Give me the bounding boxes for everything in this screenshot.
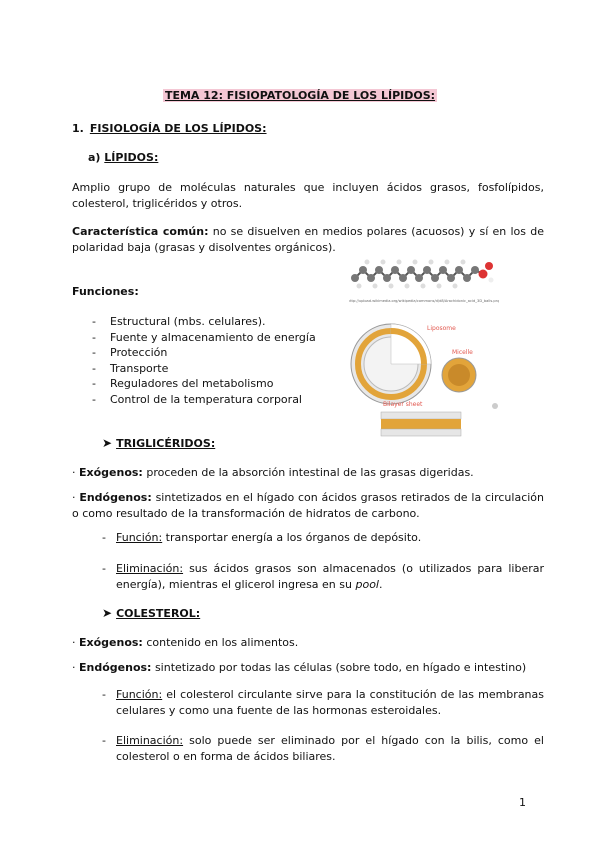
endogenos-label: Endógenos: bbox=[79, 661, 152, 674]
trigliceridos-eliminacion bbox=[102, 561, 544, 593]
trigliceridos-label: TRIGLICÉRIDOS: bbox=[116, 437, 216, 450]
dash-marker: - bbox=[102, 688, 106, 701]
bullet: · bbox=[72, 491, 76, 504]
page-title-text: TEMA 12: FISIOPATOLOGÍA DE LOS LÍPIDOS: bbox=[164, 89, 436, 102]
funcion-text: el colesterol circulante sirve para la constitución de las membranas celulares y como una fuente de las hormonas esteroidales. bbox=[116, 688, 544, 717]
caracteristica-text: no se disuelven en medios polares (acuosos) y sí en los de polaridad baja (grasas y disolventes orgánicos). bbox=[72, 225, 544, 254]
arrow-icon: ➤ bbox=[102, 436, 113, 450]
dash-marker: - bbox=[102, 562, 106, 575]
funciones-list bbox=[92, 314, 316, 407]
exogenos-text: contenido en los alimentos. bbox=[142, 636, 299, 649]
list-item: - Fuente y almacenamiento de energía bbox=[92, 330, 316, 346]
micelle-label: Micelle bbox=[452, 349, 473, 356]
eliminacion-paragraph bbox=[116, 733, 544, 765]
liposome-diagram bbox=[351, 324, 431, 404]
list-item: - Transporte bbox=[92, 361, 316, 377]
caracteristica-label: Característica común: bbox=[72, 225, 209, 238]
subsection-heading bbox=[88, 151, 158, 164]
intro-paragraph: Amplio grupo de moléculas naturales que incluyen ácidos grasos, fosfolípidos, colesterol, triglicéridos y otros. bbox=[72, 181, 544, 210]
dash-marker: - bbox=[102, 734, 106, 747]
eliminacion-paragraph bbox=[116, 561, 544, 593]
bullet: · bbox=[72, 661, 76, 674]
list-item: - Reguladores del metabolismo bbox=[92, 376, 316, 392]
colesterol-exogenos bbox=[72, 635, 544, 651]
micelle-diagram bbox=[442, 358, 476, 392]
page-title bbox=[0, 89, 600, 102]
period: . bbox=[378, 578, 383, 591]
funcion-label: Función: bbox=[116, 531, 163, 544]
funciones-heading: Funciones: bbox=[72, 285, 139, 298]
endogenos-label: Endógenos: bbox=[79, 491, 152, 504]
lipid-illustration bbox=[349, 254, 499, 446]
funcion-text: transportar energía a los órganos de depósito. bbox=[162, 531, 422, 544]
pool-term: pool bbox=[355, 578, 379, 591]
funcion-label: Función: bbox=[116, 688, 163, 701]
trigliceridos-funcion bbox=[102, 530, 544, 546]
list-item: - Control de la temperatura corporal bbox=[92, 392, 316, 408]
colesterol-heading bbox=[102, 606, 200, 620]
arrow-icon: ➤ bbox=[102, 606, 113, 620]
liposome-label: Liposome bbox=[427, 325, 456, 332]
colesterol-label: COLESTEROL: bbox=[116, 607, 201, 620]
page-number: 1 bbox=[519, 796, 526, 809]
subsection-number: a) bbox=[88, 151, 101, 164]
section-label: FISIOLOGÍA DE LOS LÍPIDOS: bbox=[89, 122, 267, 135]
funcion-paragraph bbox=[116, 530, 544, 546]
bullet: · bbox=[72, 636, 76, 649]
list-item: - Estructural (mbs. celulares). bbox=[92, 314, 316, 330]
eliminacion-label: Eliminación: bbox=[116, 734, 184, 747]
decorative-dot bbox=[492, 403, 498, 409]
bilayer-label: Bilayer sheet bbox=[383, 401, 423, 408]
trigliceridos-endogenos bbox=[72, 490, 544, 522]
trigliceridos-exogenos bbox=[72, 465, 544, 481]
exogenos-label: Exógenos: bbox=[79, 466, 143, 479]
funcion-paragraph bbox=[116, 687, 544, 719]
dash-marker: - bbox=[102, 531, 106, 544]
colesterol-funcion bbox=[102, 687, 544, 719]
exogenos-label: Exógenos: bbox=[79, 636, 143, 649]
bullet: · bbox=[72, 466, 76, 479]
bilayer-diagram bbox=[381, 412, 461, 436]
eliminacion-text: sus ácidos grasos son almacenados (o utilizados para liberar energía), mientras el glicerol ingresa en su bbox=[116, 562, 544, 591]
lipid-figure bbox=[349, 254, 499, 446]
endogenos-text: sintetizados en el hígado con ácidos grasos retirados de la circulación o como resultado de la transformación de hidratos de carbono. bbox=[72, 491, 544, 520]
subsection-label: LÍPIDOS: bbox=[104, 151, 159, 164]
list-item: - Protección bbox=[92, 345, 316, 361]
exogenos-text: proceden de la absorción intestinal de las grasas digeridas. bbox=[142, 466, 474, 479]
colesterol-eliminacion bbox=[102, 733, 544, 765]
figure-caption: http://upload.wikimedia.org/wikipedia/commons/d/d8/Arachidonic_acid_3D_balls.png bbox=[349, 299, 499, 303]
fatty-acid-molecule bbox=[351, 260, 494, 289]
eliminacion-label: Eliminación: bbox=[116, 562, 184, 575]
section-number: 1. bbox=[72, 122, 84, 135]
section-heading bbox=[72, 122, 267, 135]
endogenos-text: sintetizado por todas las células (sobre todo, en hígado e intestino) bbox=[151, 661, 527, 674]
caracteristica-paragraph bbox=[72, 224, 544, 256]
colesterol-endogenos bbox=[72, 660, 544, 676]
eliminacion-text: solo puede ser eliminado por el hígado con la bilis, como el colesterol o en forma de ácidos biliares. bbox=[116, 734, 544, 763]
trigliceridos-heading bbox=[102, 436, 215, 450]
